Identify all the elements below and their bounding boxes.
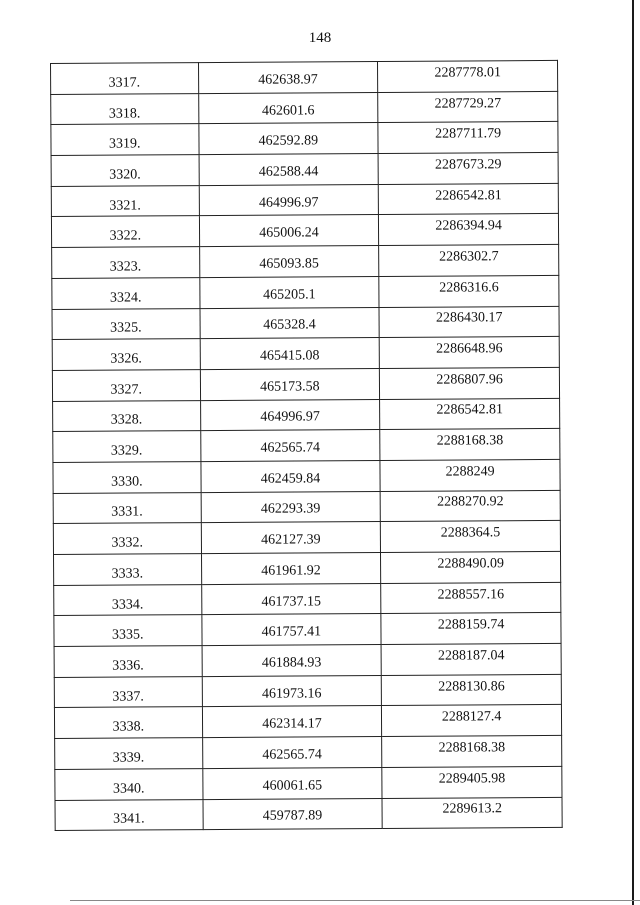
- x-coordinate-cell: [201, 614, 381, 646]
- point-number-value: 3321.: [109, 198, 141, 214]
- point-number-cell: [52, 369, 200, 401]
- table-row: [51, 152, 558, 186]
- x-coordinate-value: 462565.74: [262, 747, 322, 763]
- point-number-cell: [53, 431, 201, 463]
- y-coordinate-value: 2288249: [445, 464, 495, 480]
- point-number-cell: [53, 523, 201, 555]
- y-coordinate-cell: [380, 459, 560, 491]
- point-number-value: 3317.: [108, 75, 141, 91]
- y-coordinate-cell: [379, 306, 559, 338]
- point-number-value: 3318.: [108, 105, 141, 122]
- point-number-cell: [52, 308, 200, 340]
- y-coordinate-value: 2288557.16: [437, 586, 505, 603]
- x-coordinate-cell: [199, 246, 379, 278]
- point-number-cell: [54, 615, 202, 647]
- y-coordinate-cell: [379, 275, 559, 307]
- point-number-value: 3331.: [111, 504, 143, 521]
- y-coordinate-cell: [382, 766, 562, 798]
- x-coordinate-cell: [200, 430, 380, 462]
- point-number-cell: [51, 185, 199, 217]
- y-coordinate-value: 2287711.79: [435, 126, 502, 142]
- y-coordinate-cell: [381, 551, 561, 583]
- point-number-cell: [54, 707, 202, 739]
- point-number-cell: [53, 462, 201, 494]
- y-coordinate-cell: [378, 152, 558, 184]
- table-row: [54, 643, 561, 677]
- table-row: [52, 367, 559, 401]
- x-coordinate-cell: [200, 399, 380, 431]
- x-coordinate-cell: [198, 92, 378, 124]
- x-coordinate-value: 461961.92: [261, 563, 321, 579]
- y-coordinate-value: 2286316.6: [439, 279, 499, 296]
- y-coordinate-value: 2288127.4: [441, 709, 502, 725]
- y-coordinate-value: 2286648.96: [436, 341, 503, 357]
- x-coordinate-cell: [200, 307, 380, 339]
- page-edge-bottom: [70, 900, 640, 901]
- point-number-value: 3320.: [109, 167, 141, 183]
- y-coordinate-value: 2288168.38: [438, 740, 506, 756]
- table-row: [51, 214, 558, 248]
- y-coordinate-cell: [382, 736, 562, 768]
- table-row: [51, 60, 558, 94]
- x-coordinate-value: 462565.74: [260, 440, 321, 456]
- y-coordinate-value: 2288159.74: [437, 617, 505, 633]
- y-coordinate-cell: [379, 183, 559, 215]
- x-coordinate-cell: [201, 552, 381, 584]
- y-coordinate-value: 2286542.81: [436, 402, 504, 419]
- x-coordinate-cell: [199, 276, 379, 308]
- y-coordinate-cell: [378, 60, 558, 92]
- point-number-value: 3325.: [110, 320, 142, 336]
- x-coordinate-value: 461737.15: [261, 593, 322, 610]
- x-coordinate-value: 461757.41: [261, 624, 322, 640]
- x-coordinate-value: 465205.1: [263, 287, 316, 303]
- y-coordinate-value: 2286394.94: [435, 218, 502, 234]
- x-coordinate-cell: [199, 154, 379, 186]
- point-number-cell: [51, 93, 199, 125]
- y-coordinate-cell: [381, 643, 561, 675]
- point-number-value: 3338.: [112, 719, 145, 735]
- point-number-value: 3337.: [112, 689, 144, 705]
- page-edge-right: [632, 0, 634, 905]
- point-number-value: 3340.: [112, 781, 145, 797]
- x-coordinate-value: 462293.39: [260, 501, 321, 518]
- point-number-value: 3341.: [113, 811, 145, 827]
- table-row: [53, 459, 560, 493]
- y-coordinate-cell: [382, 797, 562, 829]
- point-number-value: 3328.: [110, 412, 143, 429]
- point-number-value: 3319.: [108, 136, 141, 152]
- table-row: [53, 521, 560, 555]
- point-number-value: 3332.: [111, 535, 144, 551]
- x-coordinate-cell: [201, 491, 381, 523]
- y-coordinate-cell: [381, 521, 561, 553]
- x-coordinate-value: 462638.97: [258, 72, 318, 88]
- point-number-cell: [54, 646, 202, 678]
- x-coordinate-cell: [201, 460, 381, 492]
- x-coordinate-value: 461884.93: [261, 655, 322, 671]
- page-number: 148: [308, 30, 332, 46]
- x-coordinate-value: 464996.97: [260, 409, 320, 426]
- point-number-cell: [53, 400, 201, 432]
- point-number-cell: [55, 768, 203, 800]
- x-coordinate-value: 464996.97: [258, 194, 319, 211]
- x-coordinate-cell: [200, 368, 380, 400]
- point-number-value: 3335.: [111, 627, 144, 643]
- x-coordinate-value: 460061.65: [262, 778, 323, 794]
- point-number-value: 3334.: [111, 596, 144, 613]
- point-number-cell: [54, 584, 202, 616]
- point-number-value: 3326.: [110, 351, 142, 367]
- table-row: [54, 551, 561, 585]
- x-coordinate-cell: [200, 338, 380, 370]
- x-coordinate-cell: [201, 583, 381, 615]
- point-number-cell: [53, 492, 201, 524]
- point-number-cell: [51, 63, 199, 95]
- point-number-cell: [55, 799, 203, 831]
- point-number-cell: [52, 339, 200, 371]
- y-coordinate-cell: [382, 674, 562, 706]
- table-row: [53, 398, 560, 432]
- y-coordinate-cell: [382, 705, 562, 737]
- coordinates-table: [50, 60, 563, 831]
- table-row: [53, 429, 560, 463]
- table-row: [51, 91, 558, 125]
- y-coordinate-value: 2288364.5: [440, 525, 501, 541]
- point-number-cell: [54, 676, 202, 708]
- x-coordinate-value: 465006.24: [259, 225, 319, 242]
- table-row: [52, 275, 559, 309]
- point-number-cell: [51, 124, 199, 156]
- point-number-value: 3330.: [111, 474, 143, 490]
- y-coordinate-value: 2286430.17: [435, 310, 503, 326]
- point-number-value: 3323.: [109, 259, 142, 275]
- x-coordinate-value: 462127.39: [261, 532, 321, 548]
- x-coordinate-cell: [202, 706, 382, 738]
- y-coordinate-cell: [381, 582, 561, 614]
- point-number-cell: [52, 277, 200, 309]
- y-coordinate-value: 2286542.81: [435, 187, 502, 204]
- x-coordinate-value: 465328.4: [263, 317, 316, 334]
- table-row: [52, 245, 559, 279]
- x-coordinate-value: 462588.44: [258, 164, 319, 180]
- point-number-cell: [51, 155, 199, 187]
- y-coordinate-cell: [380, 429, 560, 461]
- y-coordinate-cell: [380, 398, 560, 430]
- y-coordinate-cell: [381, 613, 561, 645]
- table-row: [55, 797, 562, 831]
- x-coordinate-value: 462459.84: [260, 471, 321, 487]
- x-coordinate-value: 462314.17: [262, 716, 322, 732]
- x-coordinate-cell: [202, 645, 382, 677]
- y-coordinate-value: 2288490.09: [437, 556, 505, 572]
- x-coordinate-value: 461973.16: [261, 685, 322, 702]
- table-row: [54, 674, 561, 708]
- x-coordinate-value: 465093.85: [259, 256, 319, 272]
- y-coordinate-value: 2287729.27: [434, 95, 502, 112]
- y-coordinate-cell: [379, 245, 559, 277]
- y-coordinate-cell: [378, 122, 558, 154]
- x-coordinate-cell: [198, 123, 378, 155]
- x-coordinate-value: 459787.89: [262, 808, 323, 825]
- y-coordinate-value: 2287778.01: [434, 65, 502, 81]
- x-coordinate-value: 462592.89: [258, 133, 319, 149]
- table-row: [51, 183, 558, 217]
- point-number-cell: [52, 247, 200, 279]
- table-row: [54, 613, 561, 647]
- point-number-value: 3333.: [111, 566, 144, 582]
- x-coordinate-cell: [202, 767, 382, 799]
- point-number-value: 3327.: [110, 382, 143, 398]
- y-coordinate-cell: [379, 337, 559, 369]
- table-row: [55, 736, 562, 770]
- table-row: [53, 490, 560, 524]
- point-number-value: 3329.: [110, 443, 143, 459]
- y-coordinate-value: 2288270.92: [437, 494, 504, 511]
- x-coordinate-cell: [198, 61, 378, 93]
- y-coordinate-value: 2289405.98: [438, 770, 506, 787]
- table-row: [54, 582, 561, 616]
- y-coordinate-value: 2288168.38: [436, 433, 504, 449]
- x-coordinate-cell: [203, 798, 383, 830]
- table-body: [51, 60, 563, 830]
- y-coordinate-cell: [380, 490, 560, 522]
- x-coordinate-cell: [202, 737, 382, 769]
- x-coordinate-cell: [199, 215, 379, 247]
- x-coordinate-value: 465173.58: [260, 379, 320, 395]
- table-row: [54, 705, 561, 739]
- y-coordinate-value: 2288130.86: [438, 678, 505, 695]
- table-row: [52, 337, 559, 371]
- table-row: [51, 122, 558, 156]
- point-number-value: 3336.: [112, 658, 144, 674]
- x-coordinate-cell: [201, 522, 381, 554]
- point-number-cell: [51, 216, 199, 248]
- point-number-value: 3322.: [109, 228, 142, 244]
- x-coordinate-value: 462601.6: [261, 102, 315, 119]
- y-coordinate-value: 2286807.96: [436, 371, 503, 388]
- y-coordinate-value: 2286302.7: [439, 249, 499, 265]
- point-number-cell: [55, 738, 203, 770]
- y-coordinate-value: 2289613.2: [442, 801, 503, 817]
- point-number-value: 3324.: [109, 290, 142, 306]
- y-coordinate-value: 2288187.04: [437, 648, 505, 664]
- y-coordinate-cell: [380, 367, 560, 399]
- table-row: [52, 306, 559, 340]
- x-coordinate-cell: [202, 675, 382, 707]
- y-coordinate-cell: [378, 91, 558, 123]
- x-coordinate-value: 465415.08: [259, 348, 320, 364]
- point-number-value: 3339.: [112, 750, 145, 766]
- table-row: [55, 766, 562, 800]
- x-coordinate-cell: [199, 184, 379, 216]
- y-coordinate-cell: [379, 214, 559, 246]
- point-number-cell: [54, 554, 202, 586]
- y-coordinate-value: 2287673.29: [434, 157, 502, 173]
